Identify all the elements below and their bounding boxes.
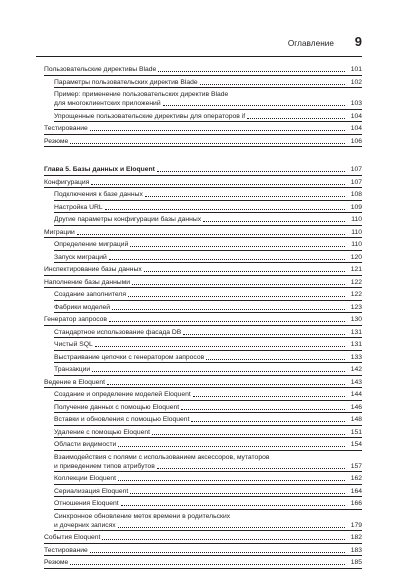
separator-line xyxy=(54,484,362,485)
toc-entry-page: 131 xyxy=(350,341,362,348)
toc-entry[interactable] xyxy=(54,428,362,437)
separator-line xyxy=(54,450,362,451)
toc-entry-page: 104 xyxy=(350,112,362,120)
toc-entry-page: 185 xyxy=(350,559,362,566)
toc-entry-page: 154 xyxy=(350,441,362,448)
separator-line xyxy=(44,387,362,388)
separator-line xyxy=(54,350,362,351)
separator-line xyxy=(44,325,362,326)
toc-entry[interactable] xyxy=(54,190,362,199)
toc-entry[interactable] xyxy=(44,278,362,287)
toc-entry-title: Транзакции xyxy=(54,366,91,373)
toc-entry-title: Отношения Eloquent xyxy=(54,500,119,507)
toc-entry[interactable] xyxy=(54,303,362,312)
toc-entry-page: 144 xyxy=(350,391,362,398)
toc-entry-title: Чистый SQL xyxy=(54,341,93,348)
dot-leader xyxy=(118,446,345,447)
toc-entry-title: Пользовательские директивы Blade xyxy=(44,66,157,73)
toc-entry[interactable] xyxy=(54,487,362,496)
toc-entry-page: 142 xyxy=(350,366,362,373)
separator-line xyxy=(44,175,362,176)
toc-entry-title: Тестирование xyxy=(44,125,88,132)
toc-entry-page: 179 xyxy=(350,521,362,529)
toc-entry-title: Ведение в Eloquent xyxy=(44,378,106,386)
toc-entry-title: Глава 5. Базы данных и Eloquent xyxy=(44,166,155,173)
dot-leader xyxy=(130,246,345,247)
toc-entry[interactable] xyxy=(54,390,362,399)
separator-line xyxy=(44,134,362,135)
toc-entry-page: 104 xyxy=(350,125,362,132)
dot-leader xyxy=(118,480,345,481)
separator-line xyxy=(54,262,362,263)
toc-entry-page: 107 xyxy=(350,178,362,186)
dot-leader xyxy=(158,71,345,72)
toc-entry-page: 148 xyxy=(350,416,362,423)
toc-entry[interactable] xyxy=(54,474,362,483)
toc-entry-title: Удаление с помощью Eloquent xyxy=(54,428,150,436)
dot-leader xyxy=(121,505,345,506)
separator-line xyxy=(54,362,362,363)
dot-leader xyxy=(118,527,345,528)
toc-entry-page: 166 xyxy=(350,500,362,507)
separator-line xyxy=(54,225,362,226)
toc-entry[interactable] xyxy=(44,533,362,542)
running-header xyxy=(36,34,362,57)
toc-entry-title: Подключения к базе данных xyxy=(54,191,143,198)
dot-leader xyxy=(107,384,345,385)
dot-leader xyxy=(109,259,345,260)
dot-leader xyxy=(183,334,345,335)
toc-entry-title: Тестирование xyxy=(44,546,88,554)
toc-entry-page: 108 xyxy=(350,191,362,198)
toc-entry[interactable] xyxy=(54,240,362,249)
toc-entry[interactable] xyxy=(54,440,362,449)
toc-entry[interactable] xyxy=(54,499,362,508)
toc-entry-title: Запуск миграций xyxy=(54,253,107,261)
toc-entry-title: Наполнение базы данными xyxy=(44,278,131,286)
toc-entry-page: 110 xyxy=(351,241,362,248)
toc-entry[interactable] xyxy=(54,78,362,87)
dot-leader xyxy=(181,409,345,410)
dot-leader xyxy=(191,421,345,422)
toc-entry[interactable] xyxy=(54,512,362,530)
separator-line xyxy=(44,187,362,188)
toc-entry[interactable] xyxy=(44,378,362,387)
toc-entry-page: 130 xyxy=(350,316,362,323)
dot-leader xyxy=(70,143,345,144)
toc-entry-title-line: Синхронное обновление меток времени в родительских xyxy=(54,512,231,520)
dot-leader xyxy=(109,321,345,322)
separator-line xyxy=(44,146,362,147)
toc-entry[interactable] xyxy=(54,290,362,299)
dot-leader xyxy=(157,468,345,469)
toc-entry-title: Получение данных с помощью Eloquent xyxy=(54,403,180,411)
dot-leader xyxy=(70,564,345,565)
dot-leader xyxy=(90,130,345,131)
toc-entry[interactable] xyxy=(54,253,362,262)
separator-line xyxy=(44,237,362,238)
toc-entry-page: 106 xyxy=(350,137,362,145)
dot-leader xyxy=(128,296,345,297)
toc-entry[interactable] xyxy=(54,112,362,121)
dot-leader xyxy=(157,171,345,172)
separator-line xyxy=(54,212,362,213)
toc-entry-title: Параметры пользовательских директив Blade xyxy=(54,78,198,86)
toc-entry-title: Настройка URL xyxy=(54,203,103,211)
dot-leader xyxy=(92,371,345,372)
toc-entry[interactable] xyxy=(44,558,362,567)
toc-entry-page: 109 xyxy=(350,203,362,211)
toc-entry-page: 102 xyxy=(350,78,362,86)
toc-entry[interactable] xyxy=(54,453,362,471)
dot-leader xyxy=(193,396,345,397)
toc-entry-title: Миграции xyxy=(44,228,75,236)
dot-leader xyxy=(247,118,345,119)
separator-line xyxy=(54,337,362,338)
toc-entry-page: 151 xyxy=(350,428,362,436)
separator-line xyxy=(54,471,362,472)
separator-line xyxy=(54,87,362,88)
toc-entry-title: и приведением типов атрибутов xyxy=(54,462,155,470)
toc-entry[interactable] xyxy=(54,403,362,412)
toc-entry[interactable] xyxy=(44,546,362,555)
toc-entry[interactable] xyxy=(44,65,362,74)
toc-entry-title: Коллекции Eloquent xyxy=(54,475,117,482)
page-number: 9 xyxy=(354,34,362,49)
dot-leader xyxy=(200,84,345,85)
separator-line xyxy=(44,543,362,544)
toc-entry-title: Определение миграций xyxy=(54,241,129,248)
dot-leader xyxy=(95,346,345,347)
dot-leader xyxy=(145,196,345,197)
toc-entry-page: 133 xyxy=(350,353,362,361)
separator-line xyxy=(44,568,362,569)
toc-entry[interactable] xyxy=(44,178,362,187)
separator-line xyxy=(54,250,362,251)
separator-line xyxy=(54,496,362,497)
separator-line xyxy=(54,200,362,201)
toc-entry-page: 162 xyxy=(350,475,362,482)
dot-leader xyxy=(132,284,345,285)
dot-leader xyxy=(77,234,345,235)
toc-entry-page: 143 xyxy=(350,378,362,386)
dot-leader xyxy=(144,271,345,272)
toc-entry-page: 131 xyxy=(350,328,362,336)
toc-entry-page: 122 xyxy=(350,291,362,298)
toc-entry-page: 122 xyxy=(350,278,362,286)
toc-entry-title: Фабрики моделей xyxy=(54,303,111,311)
toc-entry-page: 101 xyxy=(350,66,362,73)
toc-entry-title: Создание заполнителя xyxy=(54,291,127,298)
dot-leader xyxy=(105,209,345,210)
toc-entry[interactable] xyxy=(54,353,362,362)
separator-line xyxy=(44,275,362,276)
separator-line xyxy=(54,530,362,531)
dot-leader xyxy=(130,493,345,494)
separator-line xyxy=(54,121,362,122)
toc-entry[interactable] xyxy=(54,203,362,212)
separator-line xyxy=(44,555,362,556)
toc-entry-title: Стандартное использование фасада DB xyxy=(54,328,182,336)
toc-entry-title: и дочерних записях xyxy=(54,521,116,529)
toc-entry-page: 110 xyxy=(351,228,362,236)
toc-entry-title: Создание и определение моделей Eloquent xyxy=(54,391,191,398)
separator-line xyxy=(54,437,362,438)
toc-entry[interactable] xyxy=(44,228,362,237)
toc-entry-title: Вставки и обновления с помощью Eloquent xyxy=(54,416,190,423)
dot-leader xyxy=(102,539,345,540)
toc-entry-title: Упрощенные пользовательские директивы для операторов if xyxy=(54,112,246,120)
toc-entry-title: Генератор запросов xyxy=(44,316,108,323)
separator-line xyxy=(44,287,362,288)
toc-entry[interactable] xyxy=(44,265,362,274)
toc-entry-title: Инспектирование базы данных xyxy=(44,266,142,273)
toc-entry-page: 164 xyxy=(350,487,362,495)
toc-entry[interactable] xyxy=(54,365,362,374)
dot-leader xyxy=(203,221,345,222)
toc-entry-title-line: Пример: применение пользовательских директив Blade xyxy=(54,91,229,98)
separator-line xyxy=(54,312,362,313)
toc-entry[interactable] xyxy=(54,340,362,349)
separator-line xyxy=(54,400,362,401)
toc-entry-title: Другие параметры конфигурации базы данных xyxy=(54,216,202,223)
toc-entry[interactable] xyxy=(54,90,362,108)
running-title: Оглавление xyxy=(287,39,334,48)
separator-line xyxy=(54,425,362,426)
toc-entry-title: Резюме xyxy=(44,137,69,145)
toc-entry[interactable] xyxy=(44,124,362,133)
toc-entry-page: 146 xyxy=(350,403,362,411)
toc-entry-page: 120 xyxy=(350,253,362,261)
dot-leader xyxy=(91,184,345,185)
separator-line xyxy=(54,375,362,376)
toc-entry-page: 110 xyxy=(351,216,362,223)
toc-entry-title: События Eloquent xyxy=(44,534,101,541)
toc-entry-title: Сериализация Eloquent xyxy=(54,487,129,495)
toc-entry-page: 121 xyxy=(350,266,362,273)
toc-entry-title: Резюме xyxy=(44,559,69,566)
separator-line xyxy=(54,509,362,510)
toc-entry-page: 107 xyxy=(350,166,362,173)
toc-entry[interactable] xyxy=(44,137,362,146)
dot-leader xyxy=(206,359,345,360)
separator-line xyxy=(44,75,362,76)
dot-leader xyxy=(163,105,345,106)
dot-leader xyxy=(152,434,345,435)
toc-entry-title: Выстраивание цепочки с генератором запросов xyxy=(54,353,205,361)
dot-leader xyxy=(112,309,345,310)
toc-entry[interactable] xyxy=(44,315,362,324)
toc-entry-page: 123 xyxy=(350,303,362,311)
separator-line xyxy=(54,109,362,110)
dot-leader xyxy=(90,552,345,553)
toc-entry[interactable] xyxy=(54,415,362,424)
separator-line xyxy=(54,300,362,301)
toc-entry[interactable] xyxy=(54,328,362,337)
toc-entry-title-line: Взаимодействия с полями с использованием аксессоров, мутаторов xyxy=(54,453,270,461)
table-of-contents xyxy=(44,63,362,571)
toc-entry-title: для многоклиентских приложений xyxy=(54,100,161,107)
toc-entry-page: 182 xyxy=(350,534,362,541)
toc-entry[interactable] xyxy=(54,215,362,224)
toc-entry-title: Области видимости xyxy=(54,441,117,448)
toc-entry-title: Конфигурация xyxy=(44,178,90,186)
toc-entry-page: 103 xyxy=(350,100,362,107)
separator-line xyxy=(54,412,362,413)
toc-entry-page: 157 xyxy=(350,462,362,470)
toc-entry-page: 183 xyxy=(350,546,362,554)
toc-chapter[interactable] xyxy=(44,165,362,174)
